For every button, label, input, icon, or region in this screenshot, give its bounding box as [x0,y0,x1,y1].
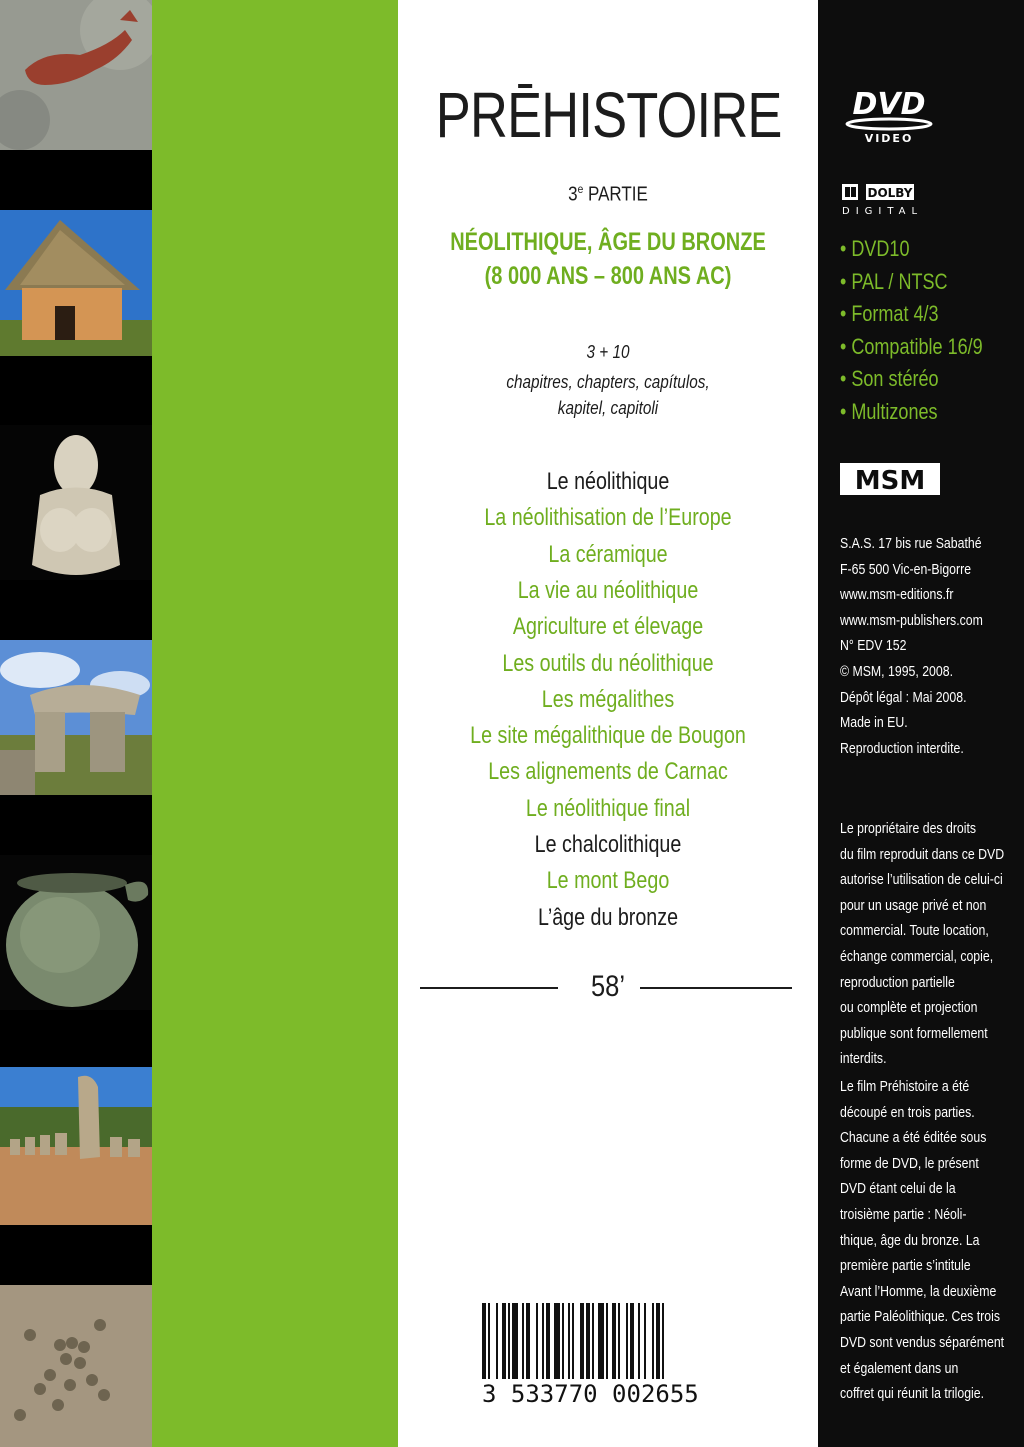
photo-strip [0,0,152,1447]
chapter-item: La néolithisation de l’Europe [484,504,732,532]
feature-item: • Son stéréo [840,366,939,392]
dolby-text: DOLBY [867,186,913,200]
rights-notice-line: du film reproduit dans ce DVD [840,845,1005,863]
feature-item: • Format 4/3 [840,301,939,327]
publisher-info-line: F-65 500 Vic-en-Bigorre [840,560,972,578]
rights-notice-line: ou complète et projection [840,999,978,1017]
publisher-info-line: N° EDV 152 [840,637,907,655]
chapter-count: 3 + 10 [586,342,630,362]
publisher-info-line: Made in EU. [840,714,908,732]
barcode-number: 3 533770 002655 [482,1380,699,1408]
publisher-info-line: Dépôt légal : Mai 2008. [840,688,967,706]
part-suffix: e [577,182,584,196]
series-notice-line: troisième partie : Néoli- [840,1206,967,1223]
rock-engraving-photo [0,1285,152,1447]
chapter-item: Les outils du néolithique [502,649,714,677]
green-band [152,0,398,1447]
duration: 58’ [590,970,626,1003]
dvd-logo-text: DVD [852,87,926,122]
feature-item: • Compatible 16/9 [840,333,983,359]
rock-painting-photo [0,0,152,150]
chapter-item: Le chalcolithique [534,831,682,858]
chapter-words-line-1: chapitres, chapters, capítulos, [506,372,710,392]
dolmen-photo [0,640,152,795]
part-number: 3 [568,183,578,206]
rights-notice-line: pour un usage privé et non [840,896,987,914]
msm-publisher-logo [840,463,940,495]
series-notice-line: découpé en trois parties. [840,1103,975,1121]
publisher-info-line: S.A.S. 17 bis rue Sabathé [840,535,982,552]
feature-item: • Multizones [840,399,938,424]
part-label [430,182,787,207]
rights-notice-line: publique sont formellement [840,1024,988,1042]
feature-item: • PAL / NTSC [840,268,948,294]
series-notice-line: DVD étant celui de la [840,1180,956,1198]
chapter-item: L’âge du bronze [537,903,679,931]
subtitle-line-1: NÉOLITHIQUE, ÂGE DU BRONZE [450,228,766,256]
publisher-info-line: Reproduction interdite. [840,739,964,757]
series-notice-line: et également dans un [840,1359,959,1377]
rights-notice-line: reproduction partielle [840,973,955,991]
dolby-digital-logo [842,182,942,218]
page-title: PRĒHISTOIRE [435,79,782,151]
feature-item: • DVD10 [840,236,910,261]
dvd-video-logo [842,84,936,146]
series-notice-line: DVD sont vendus séparément [840,1334,1005,1351]
ceramic-pot-photo [0,855,152,1010]
right-panel [818,0,1024,1447]
series-notice-line: Avant l’Homme, la deuxième [840,1282,997,1300]
series-notice-line: Chacune a été éditée sous [840,1129,987,1147]
barcode [482,1303,714,1379]
rights-notice-line: échange commercial, copie, [840,948,994,965]
center-panel [398,0,818,1447]
chapter-item: Les mégalithes [541,685,675,713]
series-notice-line: forme de DVD, le présent [840,1154,979,1172]
figurine-photo [0,425,152,580]
part-word: PARTIE [588,183,648,206]
chapter-item: Le mont Bego [546,867,670,895]
publisher-info-line: www.msm-publishers.com [840,611,983,629]
rights-notice-line: autorise l’utilisation de celui-ci [840,871,1003,889]
dvd-logo-sub: VIDEO [864,132,914,145]
msm-logo-text: MSM [854,466,926,495]
rights-notice-line: commercial. Toute location, [840,922,989,940]
dolby-sub: DIGITAL [842,206,924,217]
chapter-words-line-2: kapitel, capitoli [557,398,659,418]
chapter-item: Le néolithique [546,468,670,495]
subtitle-line-2: (8 000 ANS – 800 ANS AC) [484,262,732,290]
publisher-info-line: www.msm-editions.fr [840,586,954,604]
chapter-item: La vie au néolithique [517,576,699,604]
chapter-item: Agriculture et élevage [512,613,704,641]
thatched-house-photo [0,210,152,356]
chapter-item: Les alignements de Carnac [488,758,728,786]
chapter-item: Le site mégalithique de Bougon [470,722,746,750]
series-notice-line: Le film Préhistoire a été [840,1078,970,1095]
divider-right [640,987,792,989]
series-notice-line: coffret qui réunit la trilogie. [840,1385,985,1403]
chapter-item: La céramique [548,540,668,568]
series-notice-line: partie Paléolithique. Ces trois [840,1308,1000,1326]
series-notice-line: thique, âge du bronze. La [840,1231,980,1249]
menhir-alignment-photo [0,1067,152,1225]
publisher-info-line: © MSM, 1995, 2008. [840,663,953,680]
rights-notice-line: Le propriétaire des droits [840,820,977,837]
chapter-item: Le néolithique final [525,794,691,822]
series-notice-line: première partie s’intitule [840,1257,971,1275]
rights-notice-line: interdits. [840,1050,887,1068]
